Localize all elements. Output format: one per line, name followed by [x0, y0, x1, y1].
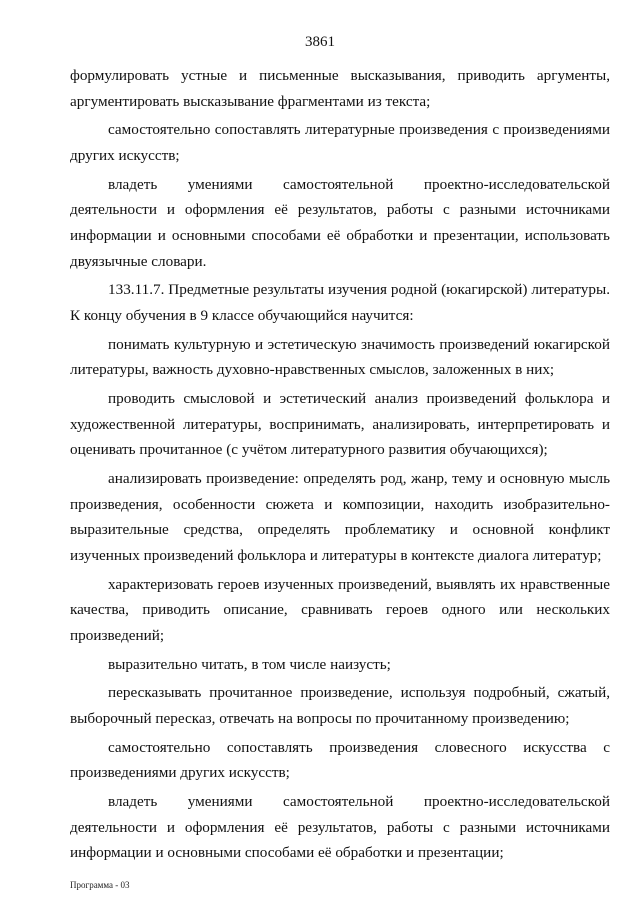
footer-label: Программа - 03	[70, 880, 130, 890]
paragraph: пересказывать прочитанное произведение, используя подробный, сжатый, выборочный пересказ, отвечать на вопросы по прочитанному произведению;	[70, 684, 610, 727]
paragraph: самостоятельно сопоставлять литературные произведения с произведениями других искусств;	[70, 121, 610, 164]
paragraph: самостоятельно сопоставлять произведения словесного искусства с произведениями других искусств;	[70, 738, 610, 782]
section-heading-paragraph: 133.11.7. Предметные результаты изучения родной (юкагирской) литературы. К концу обучения в 9 классе обучающийся научится:	[70, 281, 610, 324]
paragraph: владеть умениями самостоятельной проектно-исследовательской деятельности и оформления её результатов, работы с разными источниками информации и основными способами её обработки и презентации;	[70, 793, 610, 862]
document-body	[70, 63, 610, 866]
paragraph-continuation: формулировать устные и письменные высказывания, приводить аргументы, аргументировать высказывание фрагментами из текста;	[70, 67, 610, 110]
paragraph: выразительно читать, в том числе наизусть;	[108, 655, 391, 673]
paragraph: характеризовать героев изученных произведений, выявлять их нравственные качества, приводить описание, сравнивать героев одного или нескольких произведений;	[70, 575, 610, 644]
paragraph: проводить смысловой и эстетический анализ произведений фольклора и художественной литературы, воспринимать, анализировать, интерпретировать и оценивать прочитанное (с учётом литературного развития обучающихся);	[70, 390, 610, 459]
paragraph: владеть умениями самостоятельной проектно-исследовательской деятельности и оформления её результатов, работы с разными источниками информации и основными способами её обработки и презентации, использовать двуязычные словари.	[70, 175, 610, 270]
paragraph: анализировать произведение: определять род, жанр, тему и основную мысль произведения, особенности сюжета и композиции, находить изобразительно-выразительные средства, определять проблематику и основной конфликт изученных произведений фольклора и литературы в контексте диалога литератур;	[70, 470, 610, 564]
page-number: 3861	[305, 34, 335, 50]
paragraph: понимать культурную и эстетическую значимость произведений юкагирской литературы, важность духовно-нравственных смыслов, заложенных в них;	[70, 335, 610, 379]
